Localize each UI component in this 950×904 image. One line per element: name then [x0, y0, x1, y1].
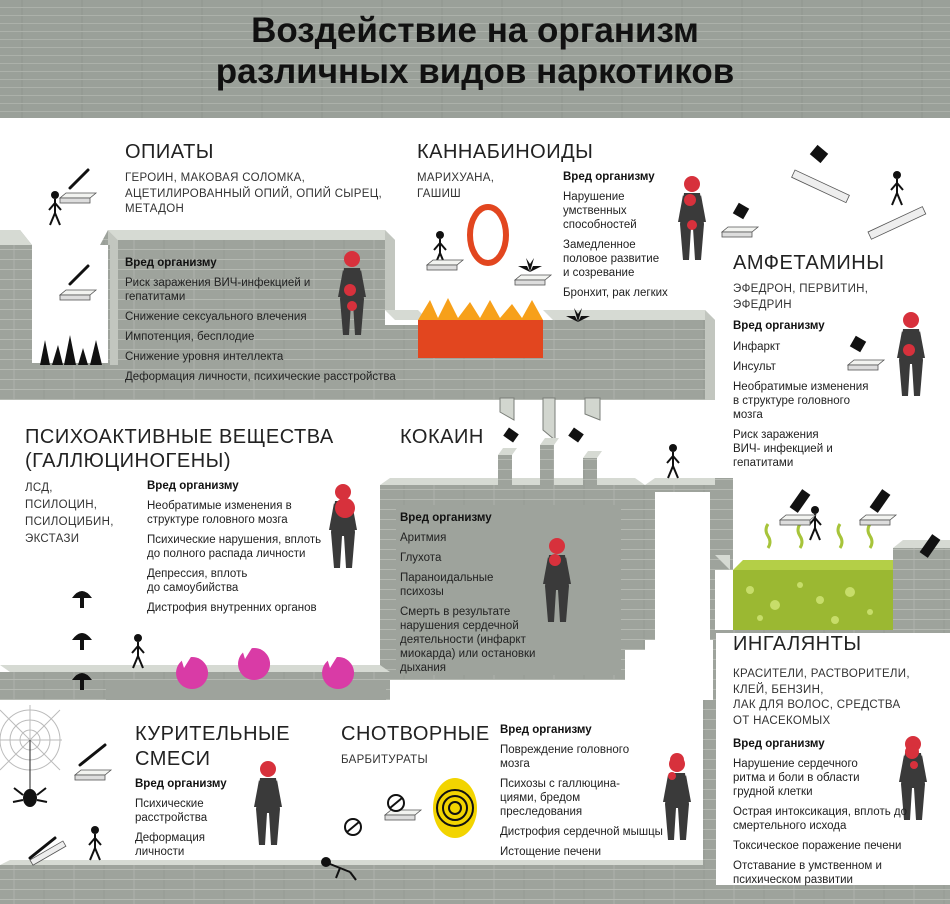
harm-item: Инфаркт — [733, 341, 781, 353]
smoking-title: КУРИТЕЛЬНЫЕ СМЕСИ — [135, 723, 291, 770]
sleeping-examples: БАРБИТУРАТЫ — [341, 754, 428, 766]
cocaine-title: КОКАИН — [400, 426, 484, 448]
cannabinoids-title: КАННАБИНОИДЫ — [417, 141, 594, 163]
cocaine-harm-list — [400, 531, 536, 681]
inhalants-title: ИНГАЛЯНТЫ — [733, 633, 862, 655]
smoking-harm-heading: Вред организму — [135, 778, 227, 790]
opiates-harm-heading: Вред организму — [125, 257, 217, 269]
harm-item: Необратимые изменения в структуре головного мозга — [147, 500, 292, 526]
opiates-harm-list — [125, 276, 396, 390]
harm-item: Нарушение сердечного ритма и боли в области грудной клетки — [733, 758, 860, 798]
harm-item: Психические нарушения, вплоть до полного распада личности — [147, 534, 322, 560]
sleeping-harm-heading: Вред организму — [500, 724, 592, 736]
psychoactive-harm-heading: Вред организму — [147, 480, 239, 492]
harm-item: Токсическое поражение печени — [733, 840, 902, 852]
psychoactive-harm-list — [147, 499, 322, 621]
harm-item: Бронхит, рак легких — [563, 287, 668, 299]
cannabinoids-harm-heading: Вред организму — [563, 171, 655, 183]
smoking-harm-list — [135, 797, 227, 865]
psychoactive-title: ПСИХОАКТИВНЫЕ ВЕЩЕСТВА (ГАЛЛЮЦИНОГЕНЫ) — [25, 426, 334, 472]
amphetamines-harm-list — [733, 340, 871, 476]
harm-item: Деформация личности, психические расстройства — [125, 371, 396, 383]
harm-item: Необратимые изменения в структуре головного мозга — [733, 381, 869, 421]
amphetamines-title: АМФЕТАМИНЫ — [733, 252, 885, 274]
page-title: Воздействие на организм различных видов наркотиков — [215, 11, 735, 91]
harm-item: Глухота — [400, 552, 442, 564]
cannabinoids-harm-list — [563, 190, 668, 306]
sleeping-harm-list — [500, 743, 663, 865]
psychoactive-examples: ЛСД, ПСИЛОЦИН, ПСИЛОЦИБИН, ЭКСТАЗИ — [25, 482, 114, 545]
opiates-title: ОПИАТЫ — [125, 141, 215, 163]
harm-item: Дистрофия сердечной мышцы — [500, 826, 663, 838]
harm-item: Снижение уровня интеллекта — [125, 351, 284, 363]
harm-item: Острая интоксикация, вплоть до смертельного исхода — [733, 806, 908, 832]
amphetamines-examples: ЭФЕДРОН, ПЕРВИТИН, ЭФЕДРИН — [733, 283, 869, 311]
harm-item: Импотенция, бесплодие — [125, 331, 255, 343]
cannabinoids-examples: МАРИХУАНА, ГАШИШ — [417, 172, 495, 200]
inhalants-examples: КРАСИТЕЛИ, РАСТВОРИТЕЛИ, КЛЕЙ, БЕНЗИН, ЛАК ДЛЯ ВОЛОС, СРЕДСТВА ОТ НАСЕКОМЫХ — [733, 668, 910, 727]
harm-item: Повреждение головного мозга — [500, 744, 630, 770]
inhalants-harm-list — [733, 757, 908, 893]
harm-item: Аритмия — [400, 532, 447, 544]
opiates-examples: ГЕРОИН, МАКОВАЯ СОЛОМКА, АЦЕТИЛИРОВАННЫЙ ОПИЙ, ОПИЙ СЫРЕЦ, МЕТАДОН — [125, 172, 383, 215]
harm-item: Риск заражения ВИЧ-инфекцией и гепатитами — [125, 277, 311, 303]
harm-item: Замедленное половое развитие и созревание — [563, 239, 660, 279]
harm-item: Депрессия, вплоть до самоубийства — [147, 568, 248, 594]
harm-item: Дистрофия внутренних органов — [147, 602, 317, 614]
harm-item: Деформация личности — [135, 832, 205, 858]
harm-item: Истощение печени — [500, 846, 602, 858]
sleeping-title: СНОТВОРНЫЕ — [341, 723, 490, 745]
harm-item: Риск заражения ВИЧ- инфекцией и гепатитами — [733, 429, 833, 469]
inhalants-harm-heading: Вред организму — [733, 738, 825, 750]
harm-item: Нарушение умственных способностей — [563, 191, 637, 231]
harm-item: Смерть в результате нарушения сердечной деятельности (инфаркт миокарда) или остановки дыхания — [400, 606, 536, 674]
harm-item: Инсульт — [733, 361, 776, 373]
amphetamines-harm-heading: Вред организму — [733, 320, 825, 332]
harm-item: Психические расстройства — [135, 798, 208, 824]
cocaine-harm-heading: Вред организму — [400, 512, 492, 524]
harm-item: Снижение сексуального влечения — [125, 311, 307, 323]
harm-item: Психозы с галлюцина-циями, бредом преследования — [500, 778, 620, 818]
harm-item: Отставание в умственном и психическом развитии — [733, 860, 882, 886]
harm-item: Параноидальные психозы — [400, 572, 494, 598]
